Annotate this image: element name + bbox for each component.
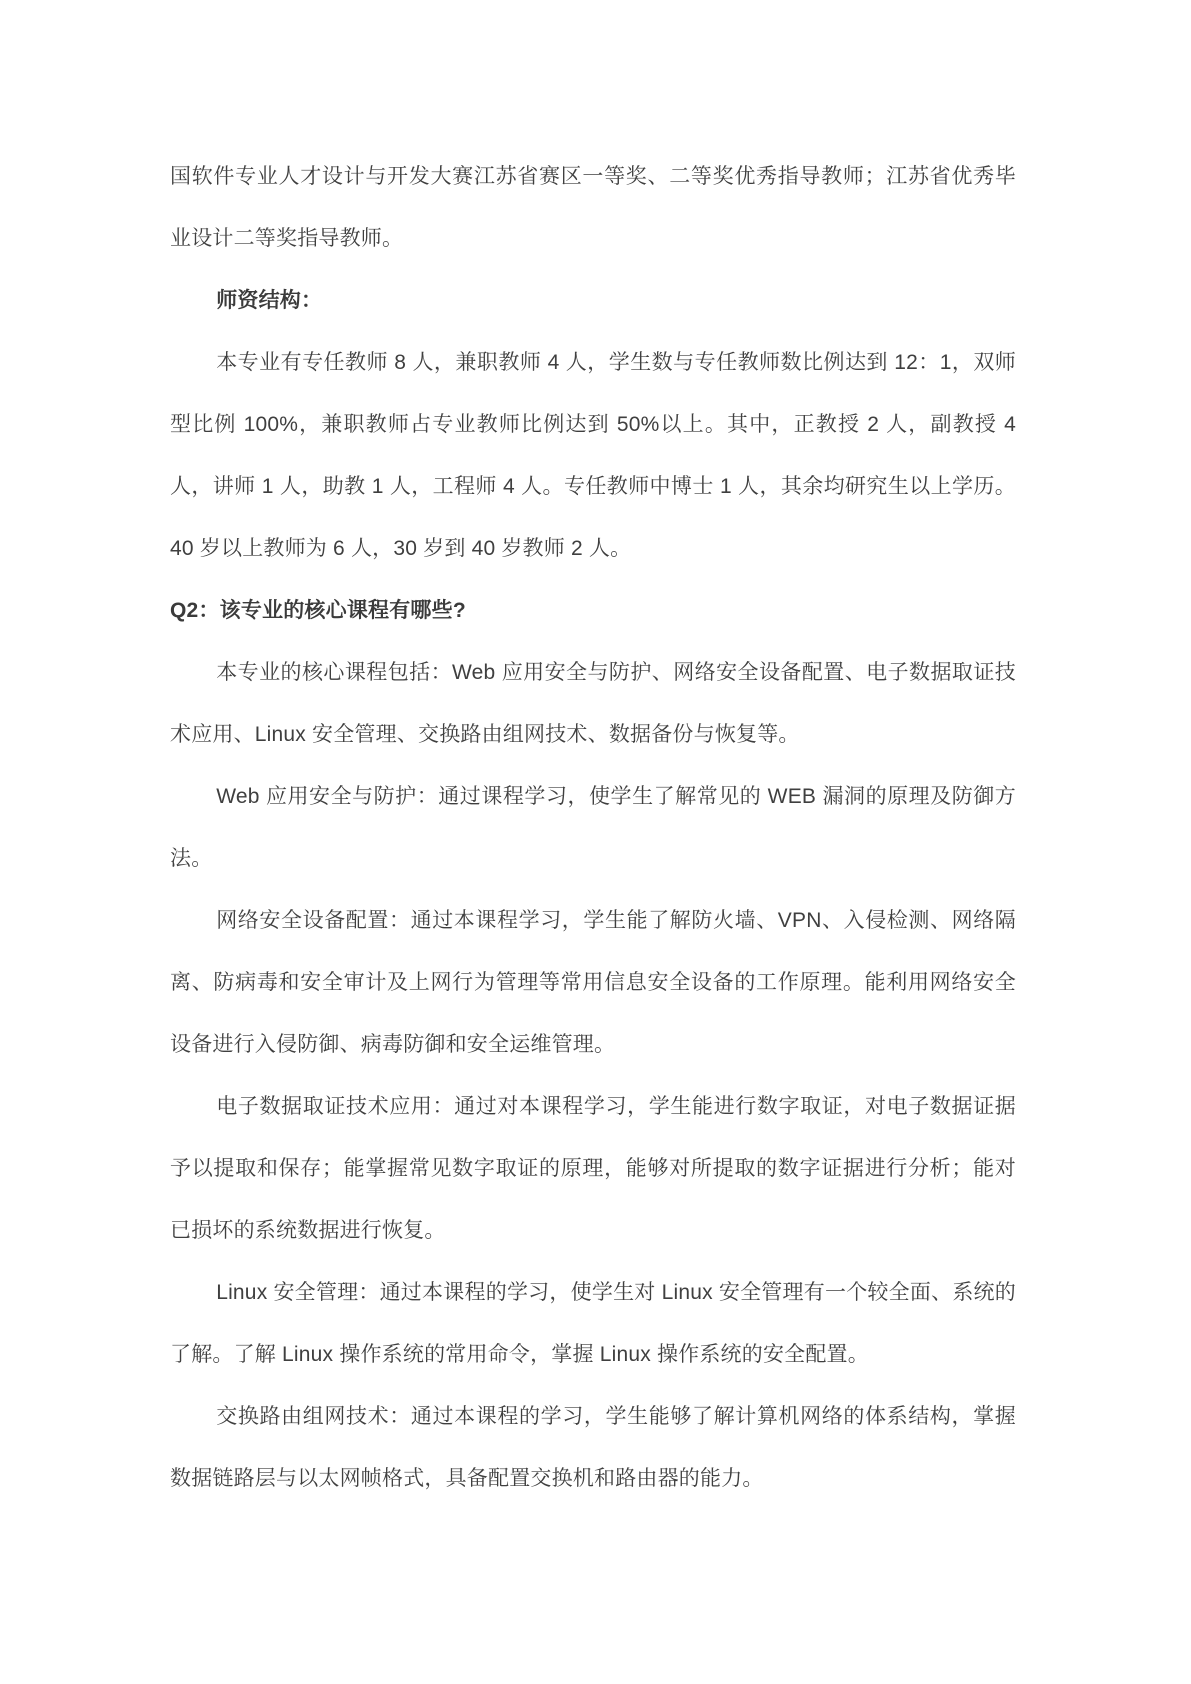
- paragraph-digital-forensics-course: 电子数据取证技术应用：通过对本课程学习，学生能进行数字取证，对电子数据证据予以提取和保存；能掌握常见数字取证的原理，能够对所提取的数字证据进行分析；能对已损坏的系统数据进行恢复。: [170, 1095, 1016, 1242]
- document-body: [170, 146, 1016, 1510]
- paragraph-faculty-details: 本专业有专任教师 8 人，兼职教师 4 人，学生数与专任教师数比例达到 12：1，双师型比例 100%，兼职教师占专业教师比例达到 50%以上。其中，正教授 2 人，副教授 4 人，讲师 1 人，助教 1 人，工程师 4 人。专任教师中博士 1 人，其余均研究生以上学历。40 岁以上教师为 6 人，30 岁到 40 岁教师 2 人。: [170, 351, 1016, 560]
- paragraph-core-course-list: 本专业的核心课程包括：Web 应用安全与防护、网络安全设备配置、电子数据取证技术应用、Linux 安全管理、交换路由组网技术、数据备份与恢复等。: [170, 661, 1016, 746]
- paragraph-network-device-course: 网络安全设备配置：通过本课程学习，学生能了解防火墙、VPN、入侵检测、网络隔离、防病毒和安全审计及上网行为管理等常用信息安全设备的工作原理。能利用网络安全设备进行入侵防御、病毒防御和安全运维管理。: [170, 909, 1016, 1056]
- paragraph-linux-security-course: Linux 安全管理：通过本课程的学习，使学生对 Linux 安全管理有一个较全面、系统的了解。了解 Linux 操作系统的常用命令，掌握 Linux 操作系统的安全配置。: [170, 1281, 1016, 1366]
- section-heading-q2-core-courses: Q2：该专业的核心课程有哪些?: [170, 599, 466, 622]
- paragraph-award-continuation: 国软件专业人才设计与开发大赛江苏省赛区一等奖、二等奖优秀指导教师；江苏省优秀毕业设计二等奖指导教师。: [170, 165, 1016, 250]
- paragraph-web-security-course: Web 应用安全与防护：通过课程学习，使学生了解常见的 WEB 漏洞的原理及防御方法。: [170, 785, 1016, 870]
- section-heading-faculty-structure: 师资结构：: [216, 289, 323, 312]
- paragraph-switch-routing-course: 交换路由组网技术：通过本课程的学习，学生能够了解计算机网络的体系结构，掌握数据链路层与以太网帧格式，具备配置交换机和路由器的能力。: [170, 1405, 1016, 1490]
